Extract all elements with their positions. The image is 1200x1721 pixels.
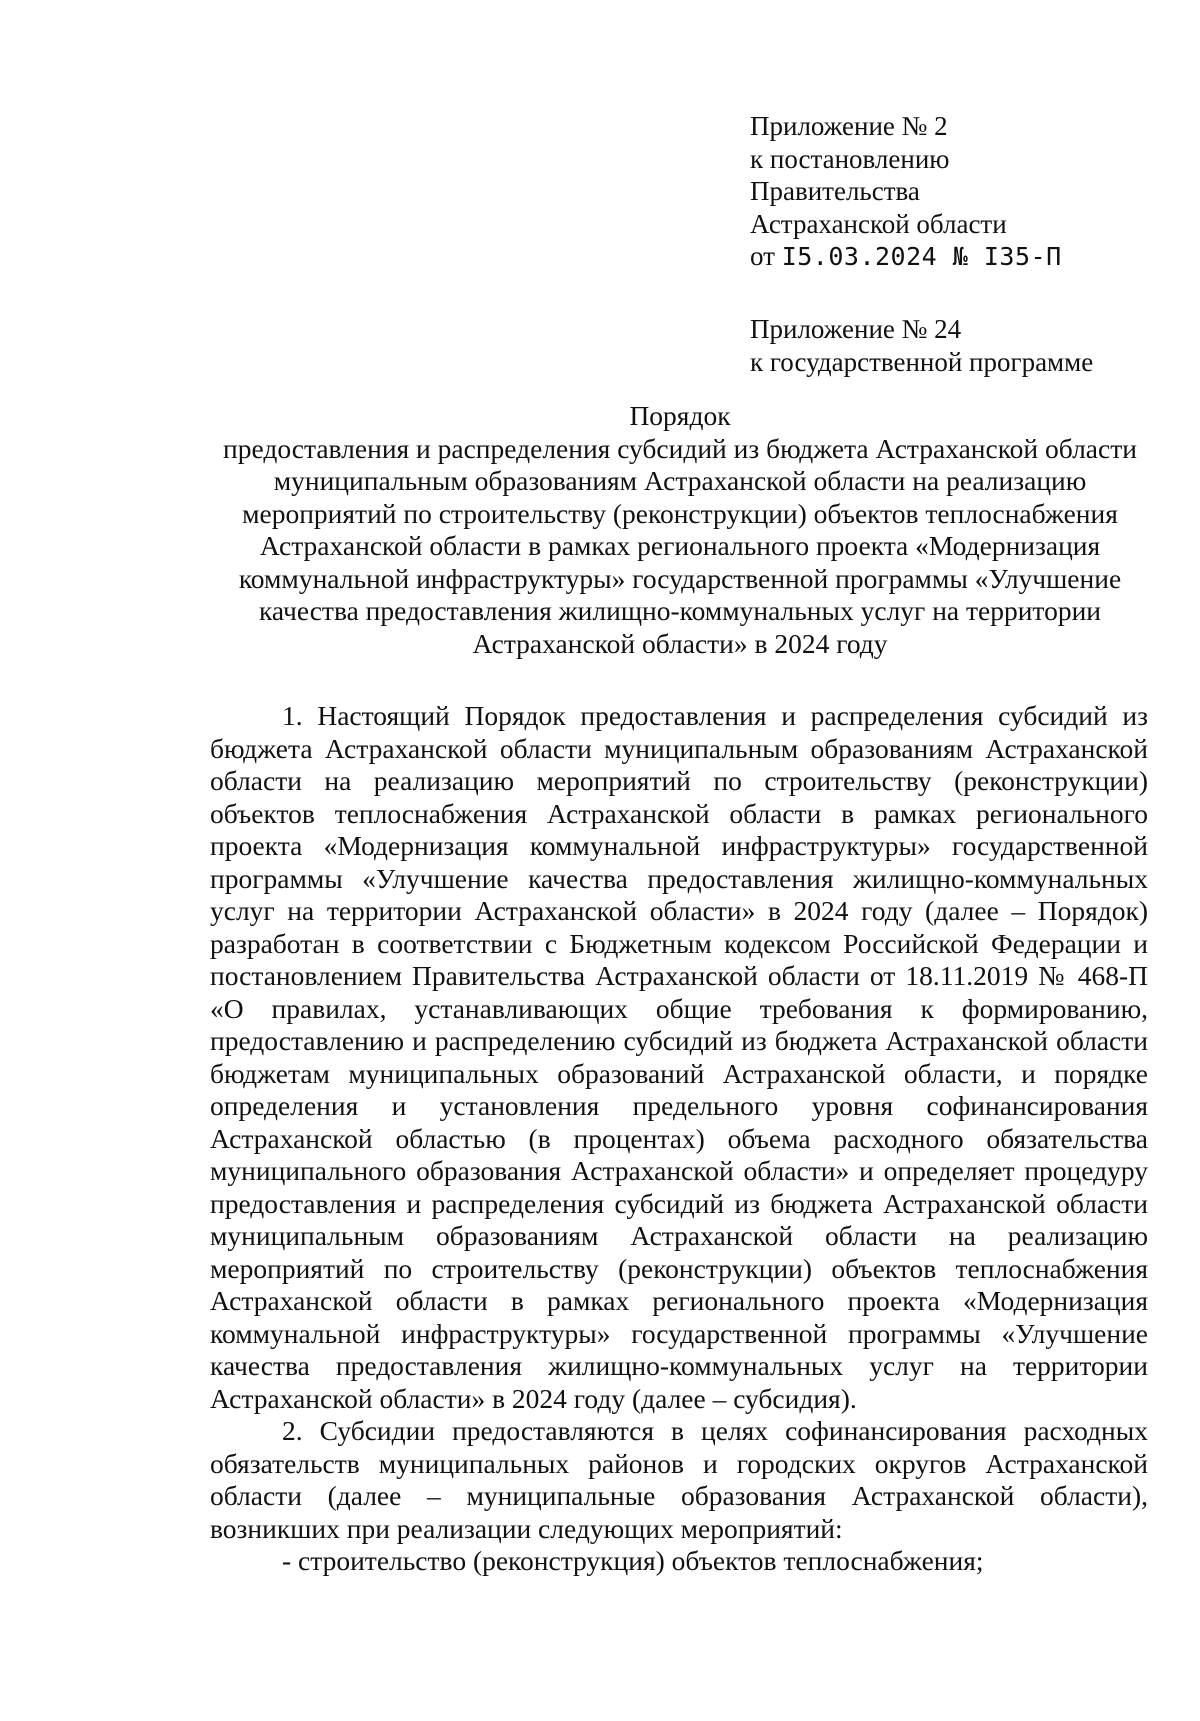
appendix-ref-resolution: к постановлению bbox=[750, 143, 950, 174]
document-subtitle: предоставления и распределения субсидий из бюджета Астраханской области муниципальным образованиям Астраханской области на реализацию мероприятий по строительству (реконструкции) объектов теплоснабжения Астраханской области в рамках регионального проекта «Модернизация коммунальной инфраструктуры» государственной программы «Улучшение качества предоставления жилищно-коммунальных услуг на территории Астраханской области» в 2024 году bbox=[223, 432, 1137, 659]
appendix-block-resolution bbox=[750, 110, 1170, 274]
date-prefix: от bbox=[750, 241, 775, 271]
appendix-number: Приложение № 2 bbox=[750, 111, 948, 141]
paragraph-1: 1. Настоящий Порядок предоставления и распределения субсидий из бюджета Астраханской области муниципальным образованиям Астраханской области на реализацию мероприятий по строительству (реконструкции) объектов теплоснабжения Астраханской области в рамках регионального проекта «Модернизация коммунальной инфраструктуры» государственной программы «Улучшение качества предоставления жилищно-коммунальных услуг на территории Астраханской области» в 2024 году (далее – Порядок) разработан в соответствии с Бюджетным кодексом Российской Федерации и постановлением Правительства Астраханской области от 18.11.2019 № 468-П «О правилах, устанавливающих общие требования к формированию, предоставлению и распределению субсидий из бюджета Астраханской области бюджетам муниципальных образований Астраханской области, и порядке определения и установления предельного уровня софинансирования Астраханской областью (в процентах) объема расходного обязательства муниципального образования Астраханской области» и определяет процедуру предоставления и распределения субсидий из бюджета Астраханской области муниципальным образованиям Астраханской области на реализацию мероприятий по строительству (реконструкции) объектов теплоснабжения Астраханской области в рамках регионального проекта «Модернизация коммунальной инфраструктуры» государственной программы «Улучшение качества предоставления жилищно-коммунальных услуг на территории Астраханской области» в 2024 году (далее – субсидия). bbox=[210, 700, 1148, 1414]
appendix-ref-government: Правительства bbox=[750, 176, 920, 206]
document-heading: Порядок bbox=[629, 400, 731, 431]
paragraph-2: 2. Субсидии предоставляются в целях софинансирования расходных обязательств муниципальных районов и городских округов Астраханской области (далее – муниципальные образования Астраханской области), возникших при реализации следующих мероприятий: bbox=[210, 1415, 1148, 1544]
program-appendix-number: Приложение № 24 bbox=[750, 314, 962, 344]
list-item: - строительство (реконструкция) объектов теплоснабжения; bbox=[282, 1545, 984, 1576]
document-body bbox=[210, 700, 1148, 1578]
appendix-date-line bbox=[750, 240, 1170, 274]
registration-stamp: I5.03.2024 № I35-П bbox=[781, 242, 1062, 271]
document-title-block bbox=[212, 400, 1148, 660]
appendix-ref-region: Астраханской области bbox=[750, 208, 1007, 239]
appendix-block-program bbox=[750, 313, 1170, 378]
program-appendix-ref: к государственной программе bbox=[750, 346, 1094, 377]
